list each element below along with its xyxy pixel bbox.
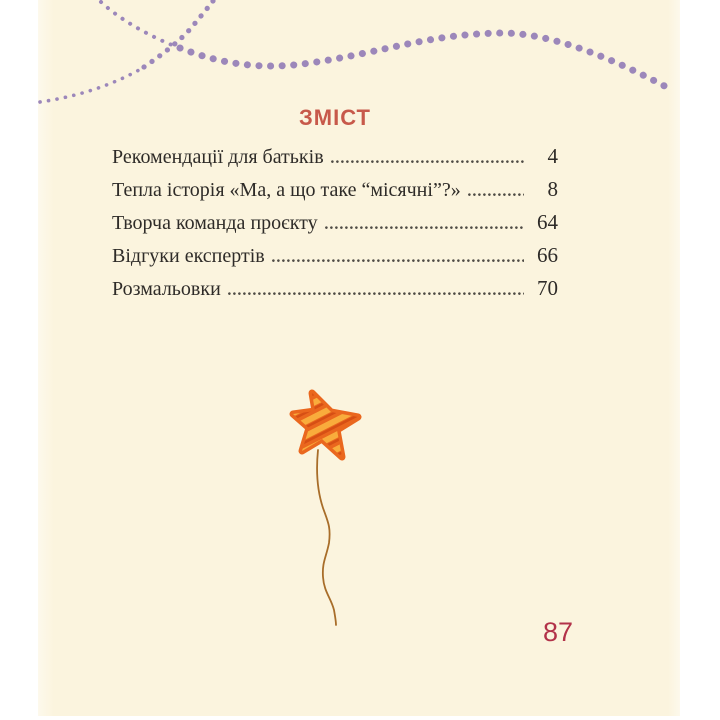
toc-entry: [112, 140, 558, 173]
toc-entry-label: Творча команда проєкту: [112, 212, 318, 234]
toc-entry: [112, 239, 558, 272]
toc-entry-page-number: 8: [547, 177, 558, 201]
toc-entry-label: Рекомендації для батьків: [112, 146, 324, 168]
toc-list: [112, 140, 558, 305]
table-of-contents: [112, 103, 558, 305]
dotted-leader: [468, 193, 524, 196]
toc-entry: [112, 206, 558, 239]
toc-entry-page-number: 4: [547, 144, 558, 168]
toc-entry: [112, 272, 558, 305]
toc-entry-label: Розмальовки: [112, 278, 221, 300]
page-title: ЗМІСТ: [299, 105, 371, 130]
dotted-leader: [228, 292, 524, 295]
toc-entry-label: Відгуки експертів: [112, 245, 265, 267]
dotted-leader: [272, 259, 524, 262]
dotted-leader: [331, 160, 524, 163]
toc-entry-page-number: 70: [537, 276, 558, 300]
toc-entry-page-number: 66: [537, 243, 558, 267]
toc-entry-label: Тепла історія «Ма, а що таке “місячні”?»: [112, 179, 461, 201]
dotted-leader: [325, 226, 524, 229]
page-number-folio: 87: [543, 617, 574, 647]
toc-entry: [112, 173, 558, 206]
toc-entry-page-number: 64: [537, 210, 558, 234]
